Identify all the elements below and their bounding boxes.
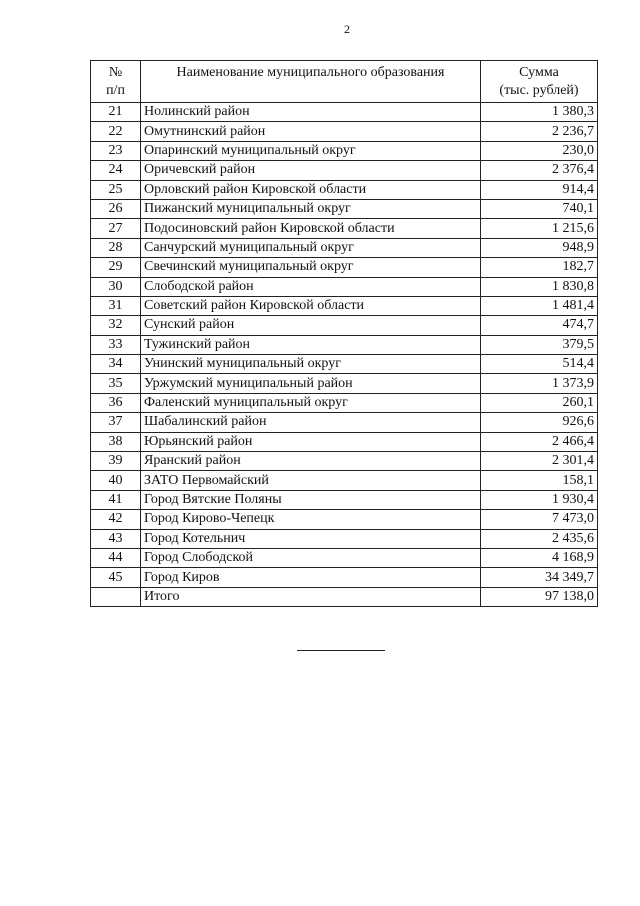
table-row: [91, 529, 598, 548]
municipality-name: Подосиновский район Кировской области: [141, 219, 481, 238]
table-row: [91, 141, 598, 160]
row-number: 22: [91, 122, 141, 141]
municipality-name: Опаринский муниципальный округ: [141, 141, 481, 160]
row-sum: 914,4: [481, 180, 598, 199]
header-number-line1: №: [108, 65, 123, 80]
municipality-name: Тужинский район: [141, 335, 481, 354]
municipality-name: Санчурский муниципальный округ: [141, 238, 481, 257]
row-number: 31: [91, 296, 141, 315]
table-body: [91, 103, 598, 588]
row-sum: 379,5: [481, 335, 598, 354]
row-sum: 1 930,4: [481, 490, 598, 509]
table-row: [91, 103, 598, 122]
table-row: [91, 219, 598, 238]
row-number: 36: [91, 393, 141, 412]
municipality-name: Омутнинский район: [141, 122, 481, 141]
row-sum: 1 215,6: [481, 219, 598, 238]
header-sum-line1: Сумма: [519, 65, 559, 80]
row-sum: 7 473,0: [481, 510, 598, 529]
municipality-name: Юрьянский район: [141, 432, 481, 451]
row-sum: 948,9: [481, 238, 598, 257]
row-number: 37: [91, 413, 141, 432]
row-number: 42: [91, 510, 141, 529]
row-sum: 182,7: [481, 258, 598, 277]
row-sum: 926,6: [481, 413, 598, 432]
row-sum: 2 435,6: [481, 529, 598, 548]
row-number: 39: [91, 452, 141, 471]
row-sum: 514,4: [481, 355, 598, 374]
row-sum: 2 376,4: [481, 161, 598, 180]
table-header: [91, 61, 598, 103]
municipality-name: Орловский район Кировской области: [141, 180, 481, 199]
table-row: [91, 432, 598, 451]
row-sum: 1 481,4: [481, 296, 598, 315]
table-row: [91, 548, 598, 567]
municipality-name: Яранский район: [141, 452, 481, 471]
row-number: 27: [91, 219, 141, 238]
header-name: [141, 61, 481, 103]
municipality-name: Оричевский район: [141, 161, 481, 180]
row-number: 38: [91, 432, 141, 451]
header-number: [91, 61, 141, 103]
row-number: 41: [91, 490, 141, 509]
table-row: [91, 374, 598, 393]
table-footer: [91, 587, 598, 606]
header-row: [91, 61, 598, 103]
row-number: 29: [91, 258, 141, 277]
header-name-label: Наименование муниципального образования: [176, 65, 445, 80]
municipality-name: Советский район Кировской области: [141, 296, 481, 315]
total-label: Итого: [141, 587, 481, 606]
municipality-name: Уржумский муниципальный район: [141, 374, 481, 393]
table-row: [91, 316, 598, 335]
table-row: [91, 296, 598, 315]
table-row: [91, 180, 598, 199]
header-sum: [481, 61, 598, 103]
row-number: 43: [91, 529, 141, 548]
row-sum: 34 349,7: [481, 568, 598, 587]
row-sum: 2 236,7: [481, 122, 598, 141]
table-row: [91, 413, 598, 432]
header-number-line2: п/п: [106, 83, 125, 99]
row-sum: 230,0: [481, 141, 598, 160]
municipality-name: Город Котельнич: [141, 529, 481, 548]
row-sum: 4 168,9: [481, 548, 598, 567]
table-row: [91, 471, 598, 490]
allocation-table: [90, 60, 598, 607]
table-row: [91, 199, 598, 218]
closing-line: [297, 650, 385, 651]
municipality-name: Слободской район: [141, 277, 481, 296]
table-row: [91, 490, 598, 509]
row-sum: 260,1: [481, 393, 598, 412]
table-row: [91, 355, 598, 374]
total-sum: 97 138,0: [481, 587, 598, 606]
table-row: [91, 122, 598, 141]
table-row: [91, 335, 598, 354]
row-number: 34: [91, 355, 141, 374]
table-row: [91, 510, 598, 529]
row-number: 45: [91, 568, 141, 587]
row-number: 32: [91, 316, 141, 335]
row-sum: 2 466,4: [481, 432, 598, 451]
row-sum: 158,1: [481, 471, 598, 490]
row-sum: 1 830,8: [481, 277, 598, 296]
row-number: 23: [91, 141, 141, 160]
table-row: [91, 161, 598, 180]
row-number: 35: [91, 374, 141, 393]
municipality-name: Фаленский муниципальный округ: [141, 393, 481, 412]
row-number: 30: [91, 277, 141, 296]
municipality-name: Город Киров: [141, 568, 481, 587]
table-row: [91, 568, 598, 587]
row-sum: 474,7: [481, 316, 598, 335]
total-row: [91, 587, 598, 606]
municipality-name: Шабалинский район: [141, 413, 481, 432]
row-number: 40: [91, 471, 141, 490]
row-number: 44: [91, 548, 141, 567]
municipality-name: Сунский район: [141, 316, 481, 335]
municipality-name: Город Слободской: [141, 548, 481, 567]
row-number: 28: [91, 238, 141, 257]
table-row: [91, 238, 598, 257]
municipality-name: Унинский муниципальный округ: [141, 355, 481, 374]
row-sum: 1 373,9: [481, 374, 598, 393]
municipality-name: Город Кирово-Чепецк: [141, 510, 481, 529]
table-row: [91, 277, 598, 296]
municipality-name: Свечинский муниципальный округ: [141, 258, 481, 277]
row-number: 24: [91, 161, 141, 180]
total-number-cell: [91, 587, 141, 606]
municipality-name: Нолинский район: [141, 103, 481, 122]
municipality-name: ЗАТО Первомайский: [141, 471, 481, 490]
table-row: [91, 258, 598, 277]
row-sum: 1 380,3: [481, 103, 598, 122]
municipality-name: Пижанский муниципальный округ: [141, 199, 481, 218]
table-row: [91, 393, 598, 412]
table-row: [91, 452, 598, 471]
row-number: 33: [91, 335, 141, 354]
municipality-name: Город Вятские Поляны: [141, 490, 481, 509]
row-number: 21: [91, 103, 141, 122]
row-number: 26: [91, 199, 141, 218]
row-sum: 2 301,4: [481, 452, 598, 471]
header-sum-line2: (тыс. рублей): [499, 83, 579, 99]
page-number: 2: [344, 22, 350, 36]
row-number: 25: [91, 180, 141, 199]
row-sum: 740,1: [481, 199, 598, 218]
